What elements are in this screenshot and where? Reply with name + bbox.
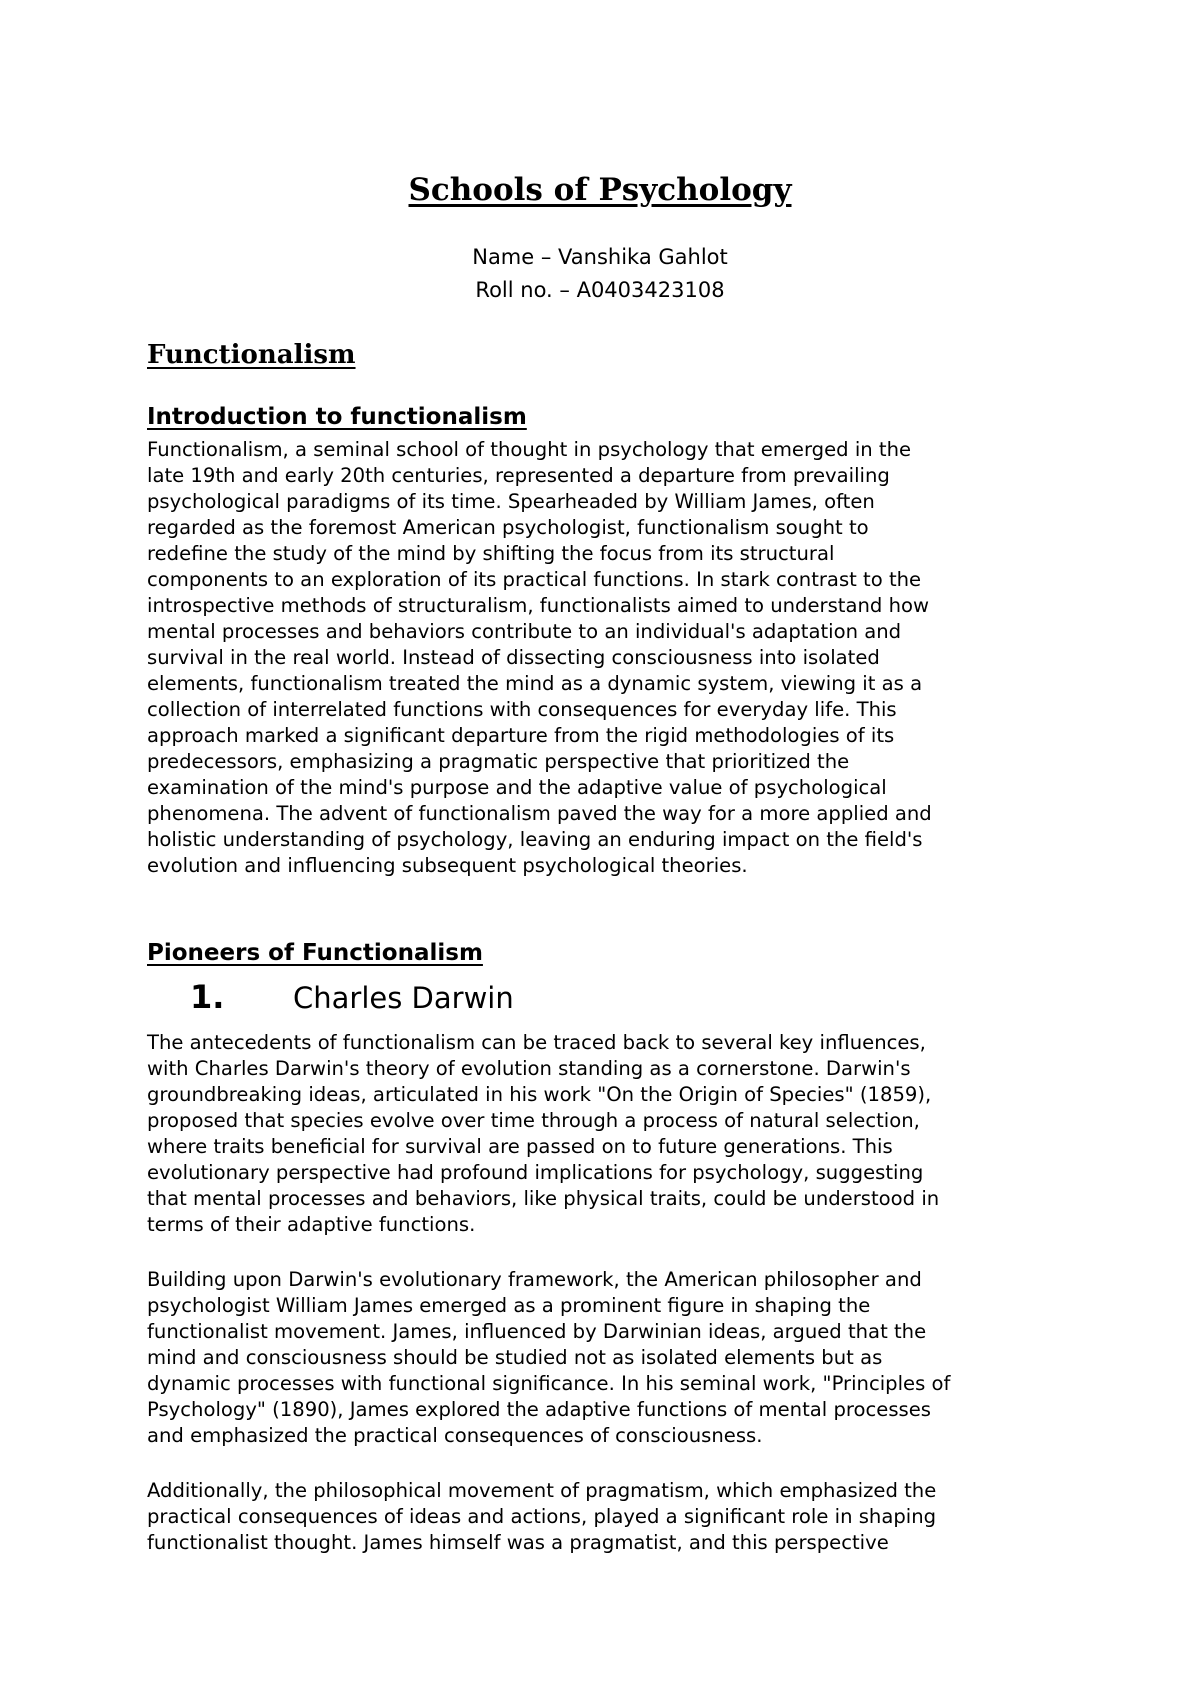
- list-number: 1.: [190, 978, 225, 1016]
- pioneer-name: Charles Darwin: [293, 981, 514, 1015]
- intro-heading: Introduction to functionalism: [147, 404, 527, 430]
- intro-paragraph: Functionalism, a seminal school of thought in psychology that emerged in the late 19th and early 20th centuries, represented a departure from prevailing psychological paradigms of its time. Spearheaded by William James, often regarded as the foremost American psychologist, functionalism sought to redefine the study of the mind by shifting the focus from its structural components to an exploration of its practical functions. In stark contrast to the introspective methods of structuralism, functionalists aimed to understand how mental processes and behaviors contribute to an individual's adaptation and survival in the real world. Instead of dissecting consciousness into isolated elements, functionalism treated the mind as a dynamic system, viewing it as a collection of interrelated functions with consequences for everyday life. This approach marked a significant departure from the rigid methodologies of its predecessors, emphasizing a pragmatic perspective that prioritized the examination of the mind's purpose and the adaptive value of psychological phenomena. The advent of functionalism paved the way for a more applied and holistic understanding of psychology, leaving an enduring impact on the field's evolution and influencing subsequent psychological theories.: [147, 438, 932, 877]
- pragmatism-paragraph: Additionally, the philosophical movement of pragmatism, which emphasized the practical consequences of ideas and actions, played a significant role in shaping functionalist thought. James himself was a pragmatist, and this perspective: [147, 1479, 937, 1554]
- pioneers-heading: Pioneers of Functionalism: [147, 940, 483, 966]
- document-title: Schools of Psychology: [408, 172, 792, 208]
- pioneer-list-item: [190, 978, 514, 1016]
- darwin-paragraph: The antecedents of functionalism can be traced back to several key influences, with Charles Darwin's theory of evolution standing as a cornerstone. Darwin's groundbreaking ideas, articulated in his work "On the Origin of Species" (1859), proposed that species evolve over time through a process of natural selection, where traits beneficial for survival are passed on to future generations. This evolutionary perspective had profound implications for psychology, suggesting that mental processes and behaviors, like physical traits, could be understood in terms of their adaptive functions.: [147, 1031, 940, 1236]
- james-paragraph: Building upon Darwin's evolutionary framework, the American philosopher and psychologist William James emerged as a prominent figure in shaping the functionalist movement. James, influenced by Darwinian ideas, argued that the mind and consciousness should be studied not as isolated elements but as dynamic processes with functional significance. In his seminal work, "Principles of Psychology" (1890), James explored the adaptive functions of mental processes and emphasized the practical consequences of consciousness.: [147, 1268, 951, 1447]
- section-heading: Functionalism: [147, 340, 356, 370]
- author-name: Name – Vanshika Gahlot: [472, 245, 728, 269]
- roll-number: Roll no. – A0403423108: [475, 278, 725, 302]
